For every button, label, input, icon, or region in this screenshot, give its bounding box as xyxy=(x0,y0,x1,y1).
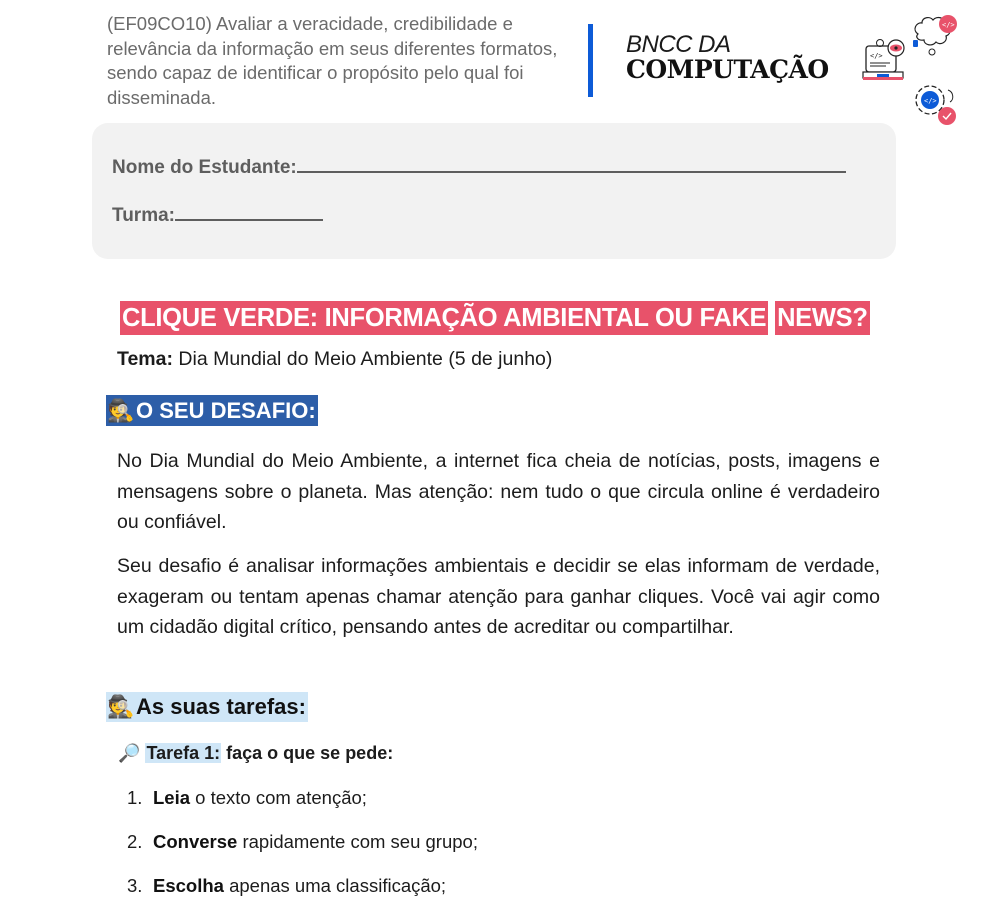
student-name-field[interactable] xyxy=(112,155,846,179)
theme-value: Dia Mundial do Meio Ambiente (5 de junho) xyxy=(173,348,553,370)
challenge-heading-text: O SEU DESAFIO: xyxy=(136,398,316,423)
task-1-heading xyxy=(118,740,393,766)
student-info-box xyxy=(92,123,896,259)
activity-title xyxy=(120,301,870,335)
title-part-2: NEWS? xyxy=(775,301,870,335)
gear-check-icon xyxy=(910,82,960,128)
task-1-text: faça o que se pede: xyxy=(221,743,394,763)
challenge-paragraph-2: Seu desafio é analisar informações ambientais e decidir se elas informam de verdade, exageram ou tentam apenas chamar atenção para ganhar cliques. Você vai agir como um cidadão digital crítico, pensando antes de acreditar ou compartilhar. xyxy=(117,555,880,638)
svg-text:</>: </> xyxy=(924,97,937,105)
challenge-paragraph-1: No Dia Mundial do Meio Ambiente, a internet fica cheia de notícias, posts, imagens e mensagens sobre o planeta. Mas atenção: nem tudo o que circula online é verdadeiro ou confiável. xyxy=(117,450,880,533)
brain-code-icon xyxy=(910,12,960,58)
magnifier-icon: 🔎 xyxy=(118,743,141,763)
list-item: 3. Escolha apenas uma classificação; xyxy=(127,875,447,896)
detective-icon: 🕵 xyxy=(107,399,135,424)
theme-label: Tema: xyxy=(117,348,173,370)
student-name-label: Nome do Estudante: xyxy=(112,157,297,178)
svg-text:</>: </> xyxy=(870,52,883,60)
svg-text:</>: </> xyxy=(942,21,955,29)
task-1-label: Tarefa 1: xyxy=(146,743,221,763)
student-name-blank[interactable] xyxy=(297,155,846,173)
list-item: 2. Converse rapidamente com seu grupo; xyxy=(127,831,478,852)
brand-main-text: COMPUTAÇÃO xyxy=(626,55,829,84)
brand-logo xyxy=(626,31,829,84)
accent-divider xyxy=(588,24,593,97)
class-blank[interactable] xyxy=(175,203,323,221)
title-part-1: CLIQUE VERDE: INFORMAÇÃO AMBIENTAL OU FAKE xyxy=(120,301,768,335)
class-field[interactable] xyxy=(112,203,323,227)
tasks-heading-text: As suas tarefas: xyxy=(136,694,306,719)
theme-line xyxy=(117,348,552,371)
brand-top-text: BNCC DA xyxy=(626,31,731,58)
list-item: 1. Leia o texto com atenção; xyxy=(127,787,367,808)
class-label: Turma: xyxy=(112,205,175,226)
challenge-heading xyxy=(106,395,318,426)
learning-objective: (EF09CO10) Avaliar a veracidade, credibilidade e relevância da informação em seus diferentes formatos, sendo capaz de identificar o propósito pelo qual foi disseminada. xyxy=(107,13,558,108)
tasks-heading xyxy=(106,692,308,722)
laptop-eye-icon xyxy=(860,38,910,84)
task-steps-list xyxy=(127,784,478,902)
detective-icon: 🕵 xyxy=(107,695,135,720)
